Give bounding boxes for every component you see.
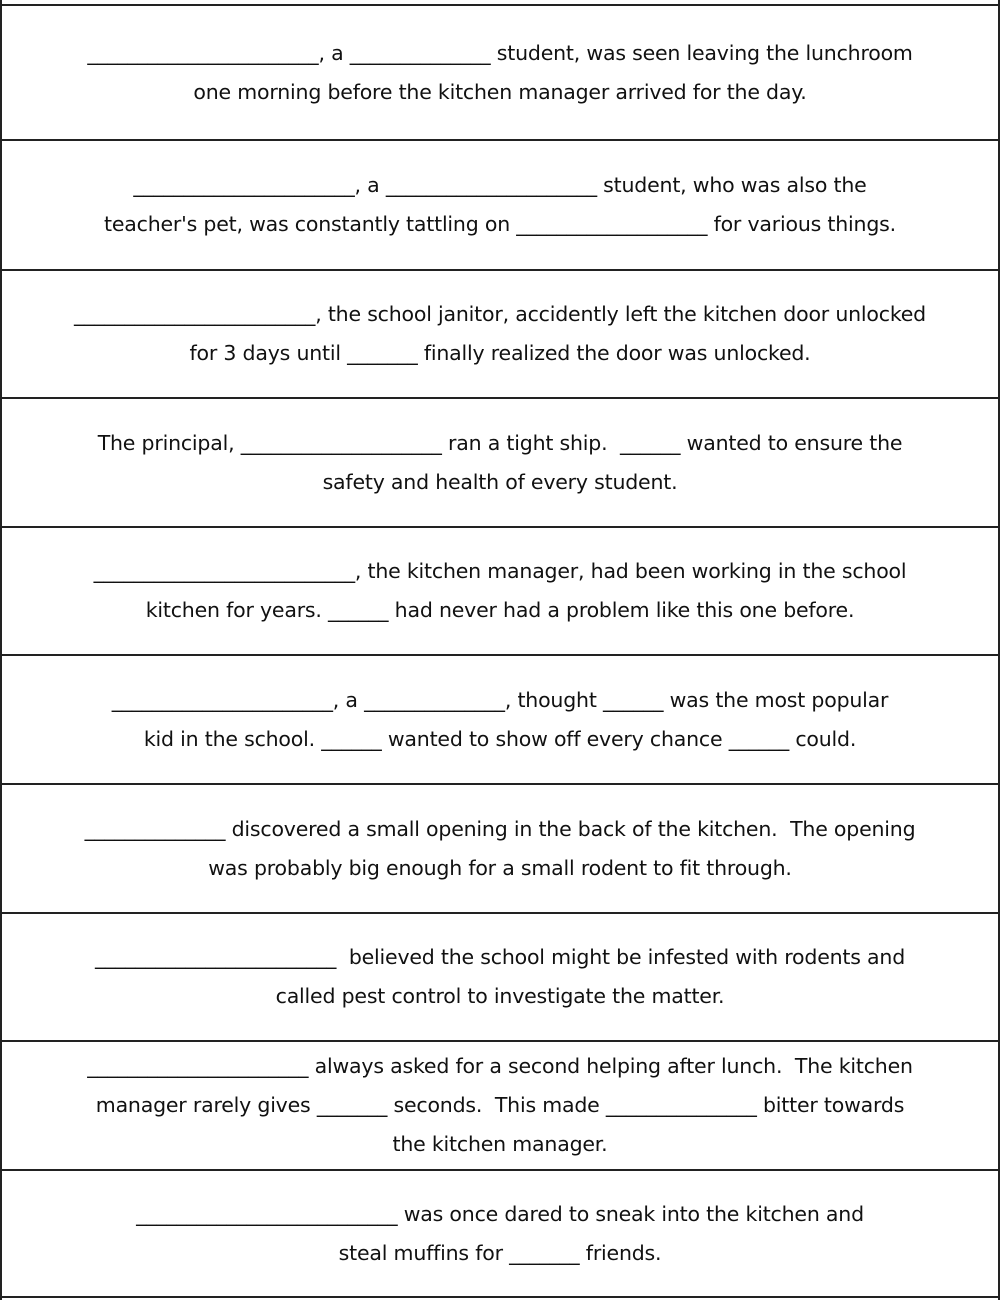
card-line: kid in the school. ______ wanted to show off every chance ______ could. <box>143 726 857 751</box>
sentence-card-6 <box>2 654 998 783</box>
card-line: ________________________ believed the school might be infested with rodents and <box>94 945 906 969</box>
sentence-card-9 <box>2 1040 998 1169</box>
card-line: __________________________ was once dared to sneak into the kitchen and <box>136 1201 864 1226</box>
sentence-card-7 <box>2 783 998 912</box>
card-line: ______________________, a ______________, thought ______ was the most popular <box>111 687 889 712</box>
sentence-card-3 <box>2 269 998 397</box>
card-line: steal muffins for _______ friends. <box>338 1240 662 1265</box>
card-line: ________________________, the school janitor, accidently left the kitchen door unlocked <box>74 302 926 326</box>
sentence-card-4 <box>2 397 998 526</box>
card-line: was probably big enough for a small rodent to fit through. <box>208 855 792 880</box>
sentence-card-1 <box>2 4 998 139</box>
sentence-card-5 <box>2 526 998 654</box>
card-line: called pest control to investigate the matter. <box>275 984 725 1008</box>
card-line: _______________________, a ______________ student, was seen leaving the lunchroom <box>87 40 913 65</box>
card-line: manager rarely gives _______ seconds. This made _______________ bitter towards <box>95 1093 905 1117</box>
card-line: safety and health of every student. <box>322 469 678 494</box>
card-line: The principal, ____________________ ran a tight ship. ______ wanted to ensure the <box>97 430 903 455</box>
sentence-card-8 <box>2 912 998 1040</box>
card-line: one morning before the kitchen manager arrived for the day. <box>193 79 807 104</box>
card-line: ______________________ always asked for a second helping after lunch. The kitchen <box>87 1054 913 1078</box>
card-line: the kitchen manager. <box>392 1132 608 1156</box>
sentence-card-10 <box>2 1169 998 1298</box>
card-line: for 3 days until _______ finally realized the door was unlocked. <box>189 341 811 365</box>
card-line: kitchen for years. ______ had never had a problem like this one before. <box>145 598 855 622</box>
sentence-card-2 <box>2 139 998 269</box>
card-line: ______________ discovered a small opening in the back of the kitchen. The opening <box>84 816 916 841</box>
card-line: ______________________, a _____________________ student, who was also the <box>133 173 867 197</box>
card-line: __________________________, the kitchen manager, had been working in the school <box>93 559 907 583</box>
card-line: teacher's pet, was constantly tattling on ___________________ for various things. <box>104 212 896 236</box>
